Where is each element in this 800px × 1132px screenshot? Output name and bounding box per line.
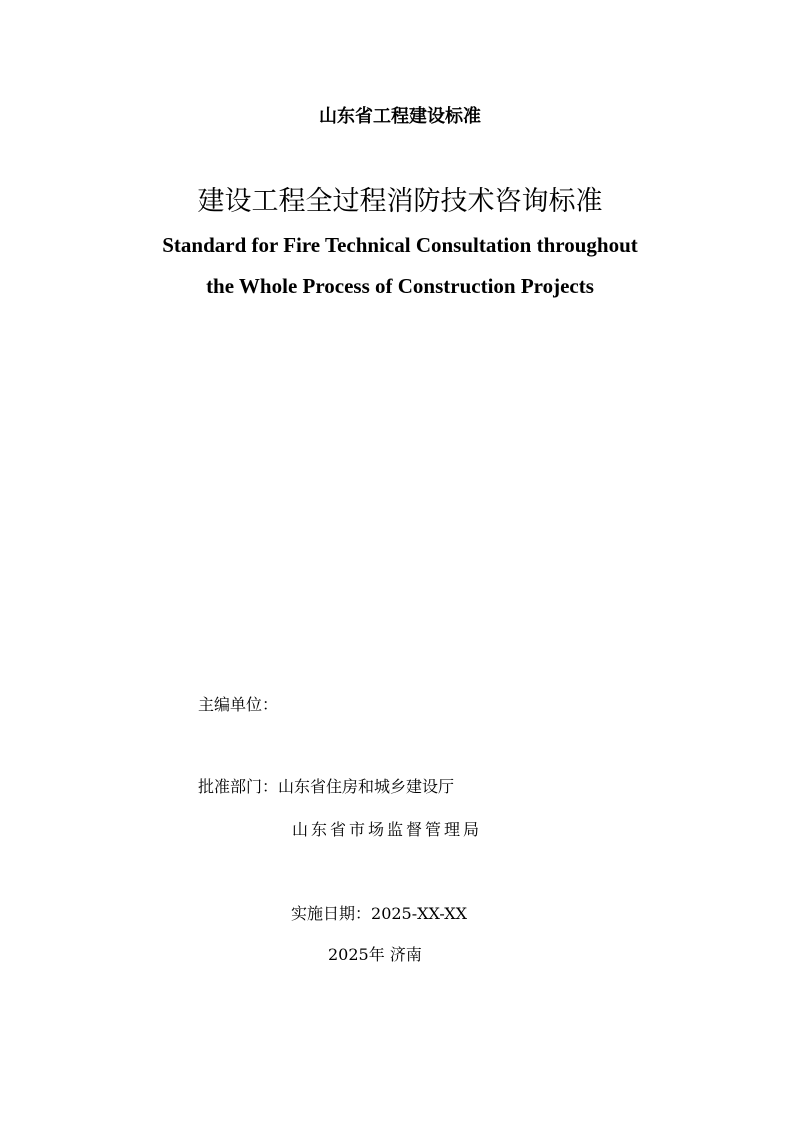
approval-dept-1: 山东省住房和城乡建设厅 — [278, 777, 455, 796]
effective-date: 2025-XX-XX — [371, 904, 467, 923]
effective-label: 实施日期： — [291, 904, 372, 923]
footer-city: 济南 — [389, 945, 422, 964]
approval-department — [198, 779, 454, 795]
approval-label: 批准部门： — [198, 777, 279, 796]
standard-series: 山东省工程建设标准 — [319, 106, 481, 127]
approval-dept-2: 山东省市场监督管理局 — [292, 820, 483, 839]
chief-editor-unit — [198, 697, 278, 713]
footer-year: 2025年 — [328, 945, 385, 964]
page-title-chinese: 建设工程全过程消防技术咨询标准 — [197, 186, 603, 217]
page-title-english-line-1: Standard for Fire Technical Consultation throughout — [162, 233, 638, 257]
page-title-english-line-2: the Whole Process of Construction Projects — [206, 274, 594, 298]
chief-editor-label: 主编单位： — [198, 695, 279, 714]
effective-date-line — [291, 906, 467, 922]
publication-footer — [328, 947, 422, 963]
